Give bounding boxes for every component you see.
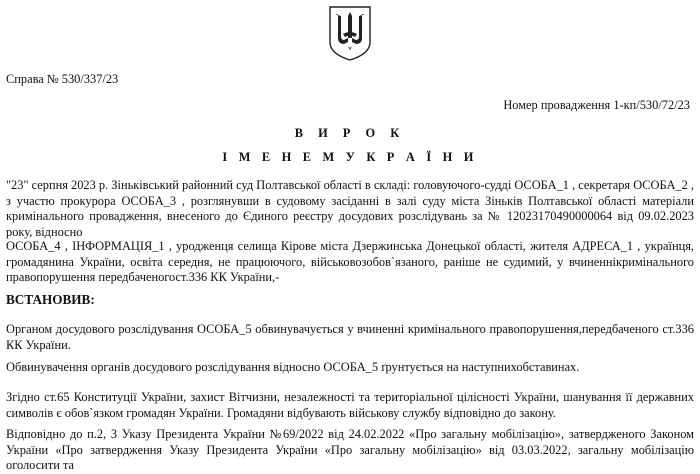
- document-subtitle: І М Е Н Е М У К Р А Ї Н И: [222, 150, 478, 164]
- proceeding-number: Номер провадження 1-кп/530/72/23: [503, 98, 690, 112]
- section-heading: ВСТАНОВИВ:: [6, 292, 95, 307]
- paragraph-court-composition: "23" серпня 2023 р. Зіньківський районний суд Полтавської області в складі: головуючого-судді ОСОБА_1 , секретаря ОСОБА_2 , з участю прокурора ОСОБА_3 , розглянувши в судовому засіданні в залі суду міста Зіньків Полтавської області матеріали кримінального провадження, внесеного до Єдиного реєстру досудових розслідувань за № 12023170490000064 від 09.02.2023 року, відносно: [6, 178, 694, 239]
- trident-emblem-icon: [326, 4, 374, 62]
- paragraph-accusation: Органом досудового розслідування ОСОБА_5 обвинувачується у вчиненні кримінального правопорушення,передбаченого ст.336 КК України.: [6, 322, 694, 352]
- document-title: В И Р О К: [294, 126, 406, 140]
- paragraph-grounds: Обвинувачення органів досудового розслідування відносно ОСОБА_5 ґрунтується на наступнихобставинах.: [6, 360, 580, 374]
- case-number: Справа № 530/337/23: [6, 72, 119, 86]
- paragraph-decree: Відповідно до п.2, 3 Указу Президента України №69/2022 від 24.02.2022 «Про загальну мобілізацію», затвердженого Законом України «Про затвердження Указу Президента України «Про загальну мобілізацію» від 03.03.2022, загальну мобілізацію оголосити та: [6, 427, 694, 473]
- paragraph-constitution: Згідно ст.65 Конституції України, захист Вітчизни, незалежності та територіальної цілісності України, шанування її державних символів є обов`язком громадян України. Громадяни відбувають військову службу відповідно до закону.: [6, 390, 694, 420]
- paragraph-defendant-info: ОСОБА_4 , ІНФОРМАЦІЯ_1 , уродженця селища Кірове міста Дзержинська Донецької області, жителя АДРЕСА_1 , українця, громадянина України, освіта середня, не працюючого, військовозобов`язаного, раніше не судимий, у вчиненнікримінального правопорушення передбаченогост.336 КК України,-: [6, 239, 694, 285]
